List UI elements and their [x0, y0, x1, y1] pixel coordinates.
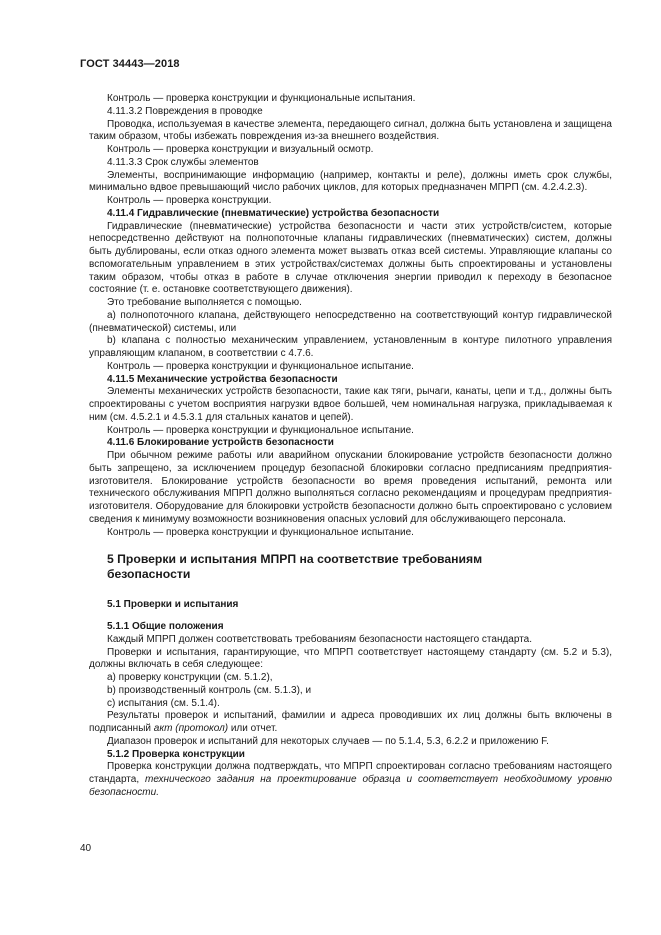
clause-heading: 4.11.3.3 Срок службы элементов [107, 156, 259, 168]
paragraph: Проводка, используемая в качестве элемента, передающего сигнал, должна быть установлена и защищена таким образом, чтобы избежать повреждения из-за внешнего воздействия. [89, 118, 612, 143]
clause-heading: 4.11.3.2 Повреждения в проводке [107, 105, 263, 117]
paragraph: Контроль — проверка конструкции. [107, 195, 272, 206]
paragraph: Контроль — проверка конструкции и функциональное испытание. [107, 424, 414, 436]
paragraph: Гидравлические (пневматические) устройства безопасности и части этих устройств/систем, которые непосредственно действуют на полнопоточные клапаны гидравлических (пневматических) систем, должны быть дублированы, если отказ одного элемента может вызвать отказ всей системы. Управляющие клапаны со вспомогательным управлением в этих устройствах/системах должны быть спроектированы и установлены таким образом, чтобы отказ в работе в случае отключения энергии приводил к переходу в безопасное состояние (т. е. остановке соответствующего движения). [89, 220, 612, 296]
paragraph: Контроль — проверка конструкции и функциональное испытание. [107, 526, 414, 538]
list-item: b) клапана с полностью механическим управлением, установленным в контуре пилотного управления управляющим клапаном, в соответствии с 4.7.6. [89, 335, 612, 359]
section-title-line: безопасности [107, 567, 191, 582]
text-run: Результаты проверок и испытаний, фамилии и адреса проводивших их лиц должны быть включены в подписанный [89, 710, 612, 734]
text-run: или отчет. [228, 723, 278, 734]
subsection-heading: 5.1.1 Общие положения [107, 621, 224, 632]
emphasis-text: акт (протокол) [153, 723, 229, 734]
page-number: 40 [80, 843, 92, 854]
subsection-heading: 5.1 Проверки и испытания [107, 599, 239, 611]
list-item: a) полнопоточного клапана, действующего непосредственно на соответствующий контур гидравлической (пневматической) системы, или [89, 309, 612, 334]
clause-heading: 4.11.4 Гидравлические (пневматические) устройства безопасности [107, 207, 440, 219]
section-title [89, 552, 612, 582]
paragraph: Проверки и испытания, гарантирующие, что МПРП соответствует настоящему стандарту (см. 5.2 и 5.3), должны включать в себя следующее: [89, 646, 612, 671]
paragraph [89, 710, 612, 736]
paragraph: Контроль — проверка конструкции и функциональное испытание. [107, 360, 414, 372]
section-title-line: 5 Проверки и испытания МПРП на соответствие требованиям [107, 552, 483, 567]
list-item: a) проверку конструкции (см. 5.1.2), [107, 672, 273, 683]
clause-heading: 4.11.6 Блокирование устройств безопасности [107, 437, 334, 449]
paragraph: Диапазон проверок и испытаний для некоторых случаев — по 5.1.4, 5.3, 6.2.2 и приложению F. [107, 735, 549, 747]
page-body [89, 93, 612, 800]
paragraph: При обычном режиме работы или аварийном опускании блокирование устройств безопасности должно быть запрещено, за исключением процедур безопасной блокировки согласно предписаниям предприятия-изготовителя. Блокирование устройств безопасности во время проведения испытаний, ремонта или технического обслуживания МПРП должно выполняться согласно рекомендациям и процедурам предприятия-изготовителя. Оборудование для блокировки устройств безопасности должно быть спроектировано с условием сведения к минимуму возможности возникновения опасных условий для обслуживающего персонала. [89, 450, 612, 525]
paragraph: Контроль — проверка конструкции и функциональные испытания. [107, 93, 416, 104]
paragraph: Это требование выполняется с помощью. [107, 297, 302, 308]
paragraph: Элементы механических устройств безопасности, такие как тяги, рычаги, канаты, цепи и т.д., должны быть спроектированы с учетом восприятия нагрузки вдвое большей, чем номинальная нагрузка, прикладываемая к ним (см. 4.5.2.1 и 4.5.3.1 для стальных канатов и цепей). [89, 386, 612, 423]
subsection-heading: 5.1.2 Проверка конструкции [107, 748, 245, 760]
list-item: c) испытания (см. 5.1.4). [107, 697, 220, 709]
document-header: ГОСТ 34443—2018 [80, 58, 180, 70]
emphasis-text: технического задания на проектирование образца и соответствует необходимому уровню безопасности. [89, 774, 612, 798]
paragraph: Каждый МПРП должен соответствовать требованиям безопасности настоящего стандарта. [107, 633, 533, 645]
text-run: Проверка конструкции должна подтверждать, что МПРП спроектирован согласно требованиям настоящего стандарта, [89, 761, 612, 785]
clause-heading: 4.11.5 Механические устройства безопасности [107, 373, 338, 385]
list-item: b) производственный контроль (см. 5.1.3), и [107, 684, 312, 696]
paragraph: Контроль — проверка конструкции и визуальный осмотр. [107, 144, 374, 155]
paragraph [89, 761, 612, 799]
paragraph: Элементы, воспринимающие информацию (например, контакты и реле), должны иметь срок службы, минимально вдвое превышающий число рабочих циклов, для которых предназначен МПРП (см. 4.2.4.2.3). [89, 169, 612, 194]
